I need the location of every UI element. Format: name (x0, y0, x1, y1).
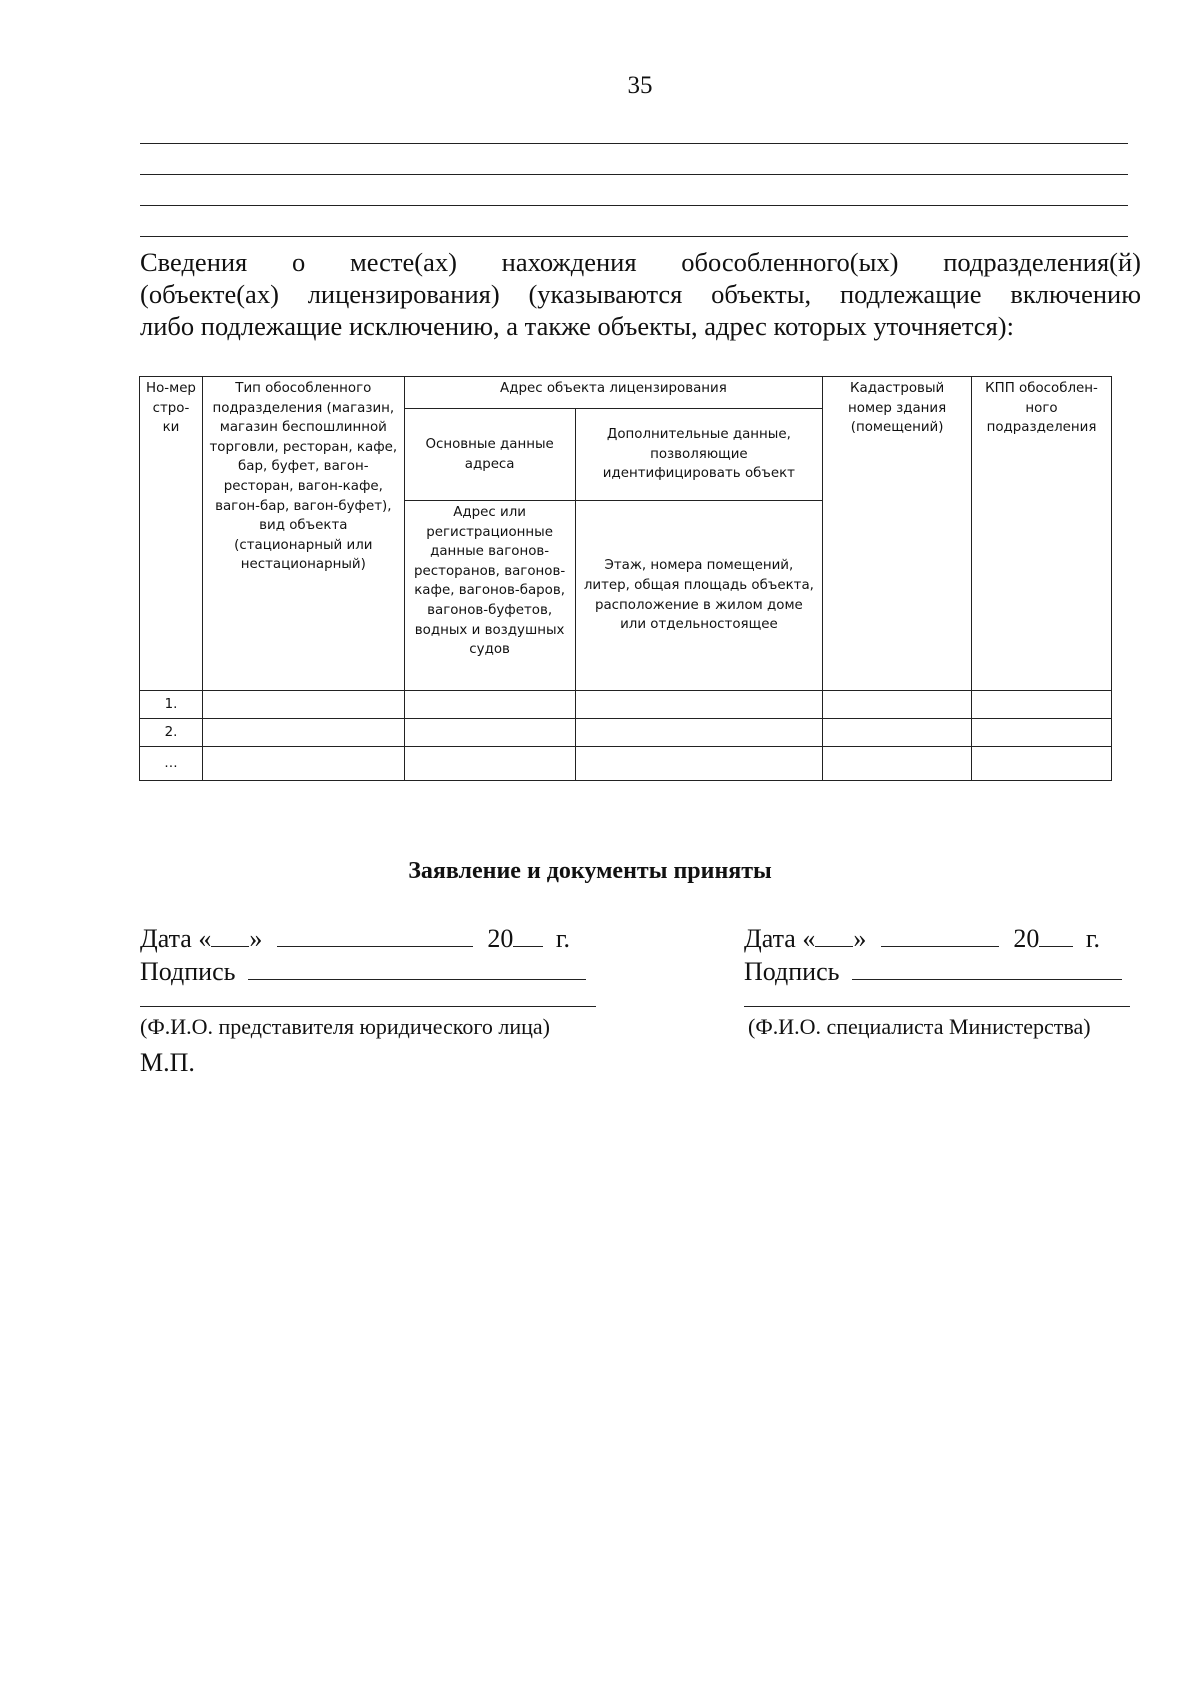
row-number-cell: 2. (140, 719, 203, 747)
accept-title: Заявление и документы приняты (408, 858, 772, 884)
name-blank-line (140, 1006, 596, 1007)
table-cell (575, 719, 823, 747)
table-cell (404, 747, 575, 781)
header-cadastral: Кадастровый номер здания (помещений) (823, 377, 972, 691)
row-number-cell: … (140, 747, 203, 781)
right-date-line (744, 922, 1144, 955)
right-caption: (Ф.И.О. специалиста Министерства) (748, 1014, 1091, 1039)
left-signature-block (140, 922, 600, 988)
table-row (140, 691, 1112, 719)
table-cell (404, 719, 575, 747)
header-address-extra-note: Этаж, номера помещений, литер, общая площадь объекта, расположение в жилом доме или отдельностоящее (575, 501, 823, 691)
header-address-main-note: Адрес или регистрационные данные вагонов-ресторанов, вагонов-кафе, вагонов-баров, вагонов-буфетов, водных и воздушных судов (404, 501, 575, 691)
table-cell (972, 747, 1112, 781)
table-cell (972, 719, 1112, 747)
month-blank (277, 924, 473, 947)
intro-paragraph (140, 246, 1141, 342)
blank-line (140, 205, 1128, 206)
date-close-quote: » (249, 924, 263, 953)
header-address: Адрес объекта лицензирования (404, 377, 823, 409)
year-suffix: г. (555, 924, 571, 953)
header-kpp: КПП обособлен-ного подразделения (972, 377, 1112, 691)
header-type: Тип обособленного подразделения (магазин, магазин беспошлинной торговли, ресторан, кафе, бар, буфет, вагон-ресторан, вагон-кафе, вагон-бар, вагон-буфет), вид объекта (стационарный или нестационарный) (202, 377, 404, 691)
signature-blank (248, 957, 586, 980)
signature-blank (852, 957, 1122, 980)
name-blank-line (744, 1006, 1130, 1007)
date-label: Дата « (744, 924, 816, 953)
year-prefix: 20 (487, 924, 514, 953)
table-cell (823, 747, 972, 781)
year-prefix: 20 (1013, 924, 1040, 953)
table-cell (823, 719, 972, 747)
signature-label: Подпись (744, 957, 840, 986)
date-close-quote: » (853, 924, 867, 953)
table-row (140, 747, 1112, 781)
blank-line (140, 236, 1128, 237)
intro-line: (объекте(ах) лицензирования) (указываются объекты, подлежащие включению (140, 279, 1141, 309)
left-caption: (Ф.И.О. представителя юридического лица) (140, 1014, 550, 1039)
table-cell (972, 691, 1112, 719)
blank-line (140, 143, 1128, 144)
day-blank (211, 924, 249, 947)
objects-table (139, 376, 1112, 781)
header-row-number: Но-мер стро-ки (140, 377, 203, 691)
table-cell (823, 691, 972, 719)
table-cell (202, 691, 404, 719)
year-blank (513, 924, 543, 947)
table-cell (202, 719, 404, 747)
row-number-cell: 1. (140, 691, 203, 719)
left-date-line (140, 922, 600, 955)
month-blank (881, 924, 999, 947)
left-signature-line (140, 955, 600, 988)
table-cell (202, 747, 404, 781)
table-cell (404, 691, 575, 719)
right-signature-line (744, 955, 1144, 988)
blank-line (140, 174, 1128, 175)
year-suffix: г. (1085, 924, 1101, 953)
year-blank (1039, 924, 1073, 947)
table-cell (575, 691, 823, 719)
table-row (140, 719, 1112, 747)
header-address-main: Основные данные адреса (404, 409, 575, 501)
date-label: Дата « (140, 924, 212, 953)
intro-line: либо подлежащие исключению, а также объекты, адрес которых уточняется): (140, 311, 1014, 341)
table-cell (575, 747, 823, 781)
day-blank (815, 924, 853, 947)
right-signature-block (744, 922, 1144, 988)
seal-label: М.П. (140, 1048, 195, 1077)
intro-line: Сведения о месте(ах) нахождения обособленного(ых) подразделения(й) (140, 247, 1141, 277)
signature-label: Подпись (140, 957, 236, 986)
header-address-extra: Дополнительные данные, позволяющие идентифицировать объект (575, 409, 823, 501)
page-number: 35 (627, 72, 653, 99)
